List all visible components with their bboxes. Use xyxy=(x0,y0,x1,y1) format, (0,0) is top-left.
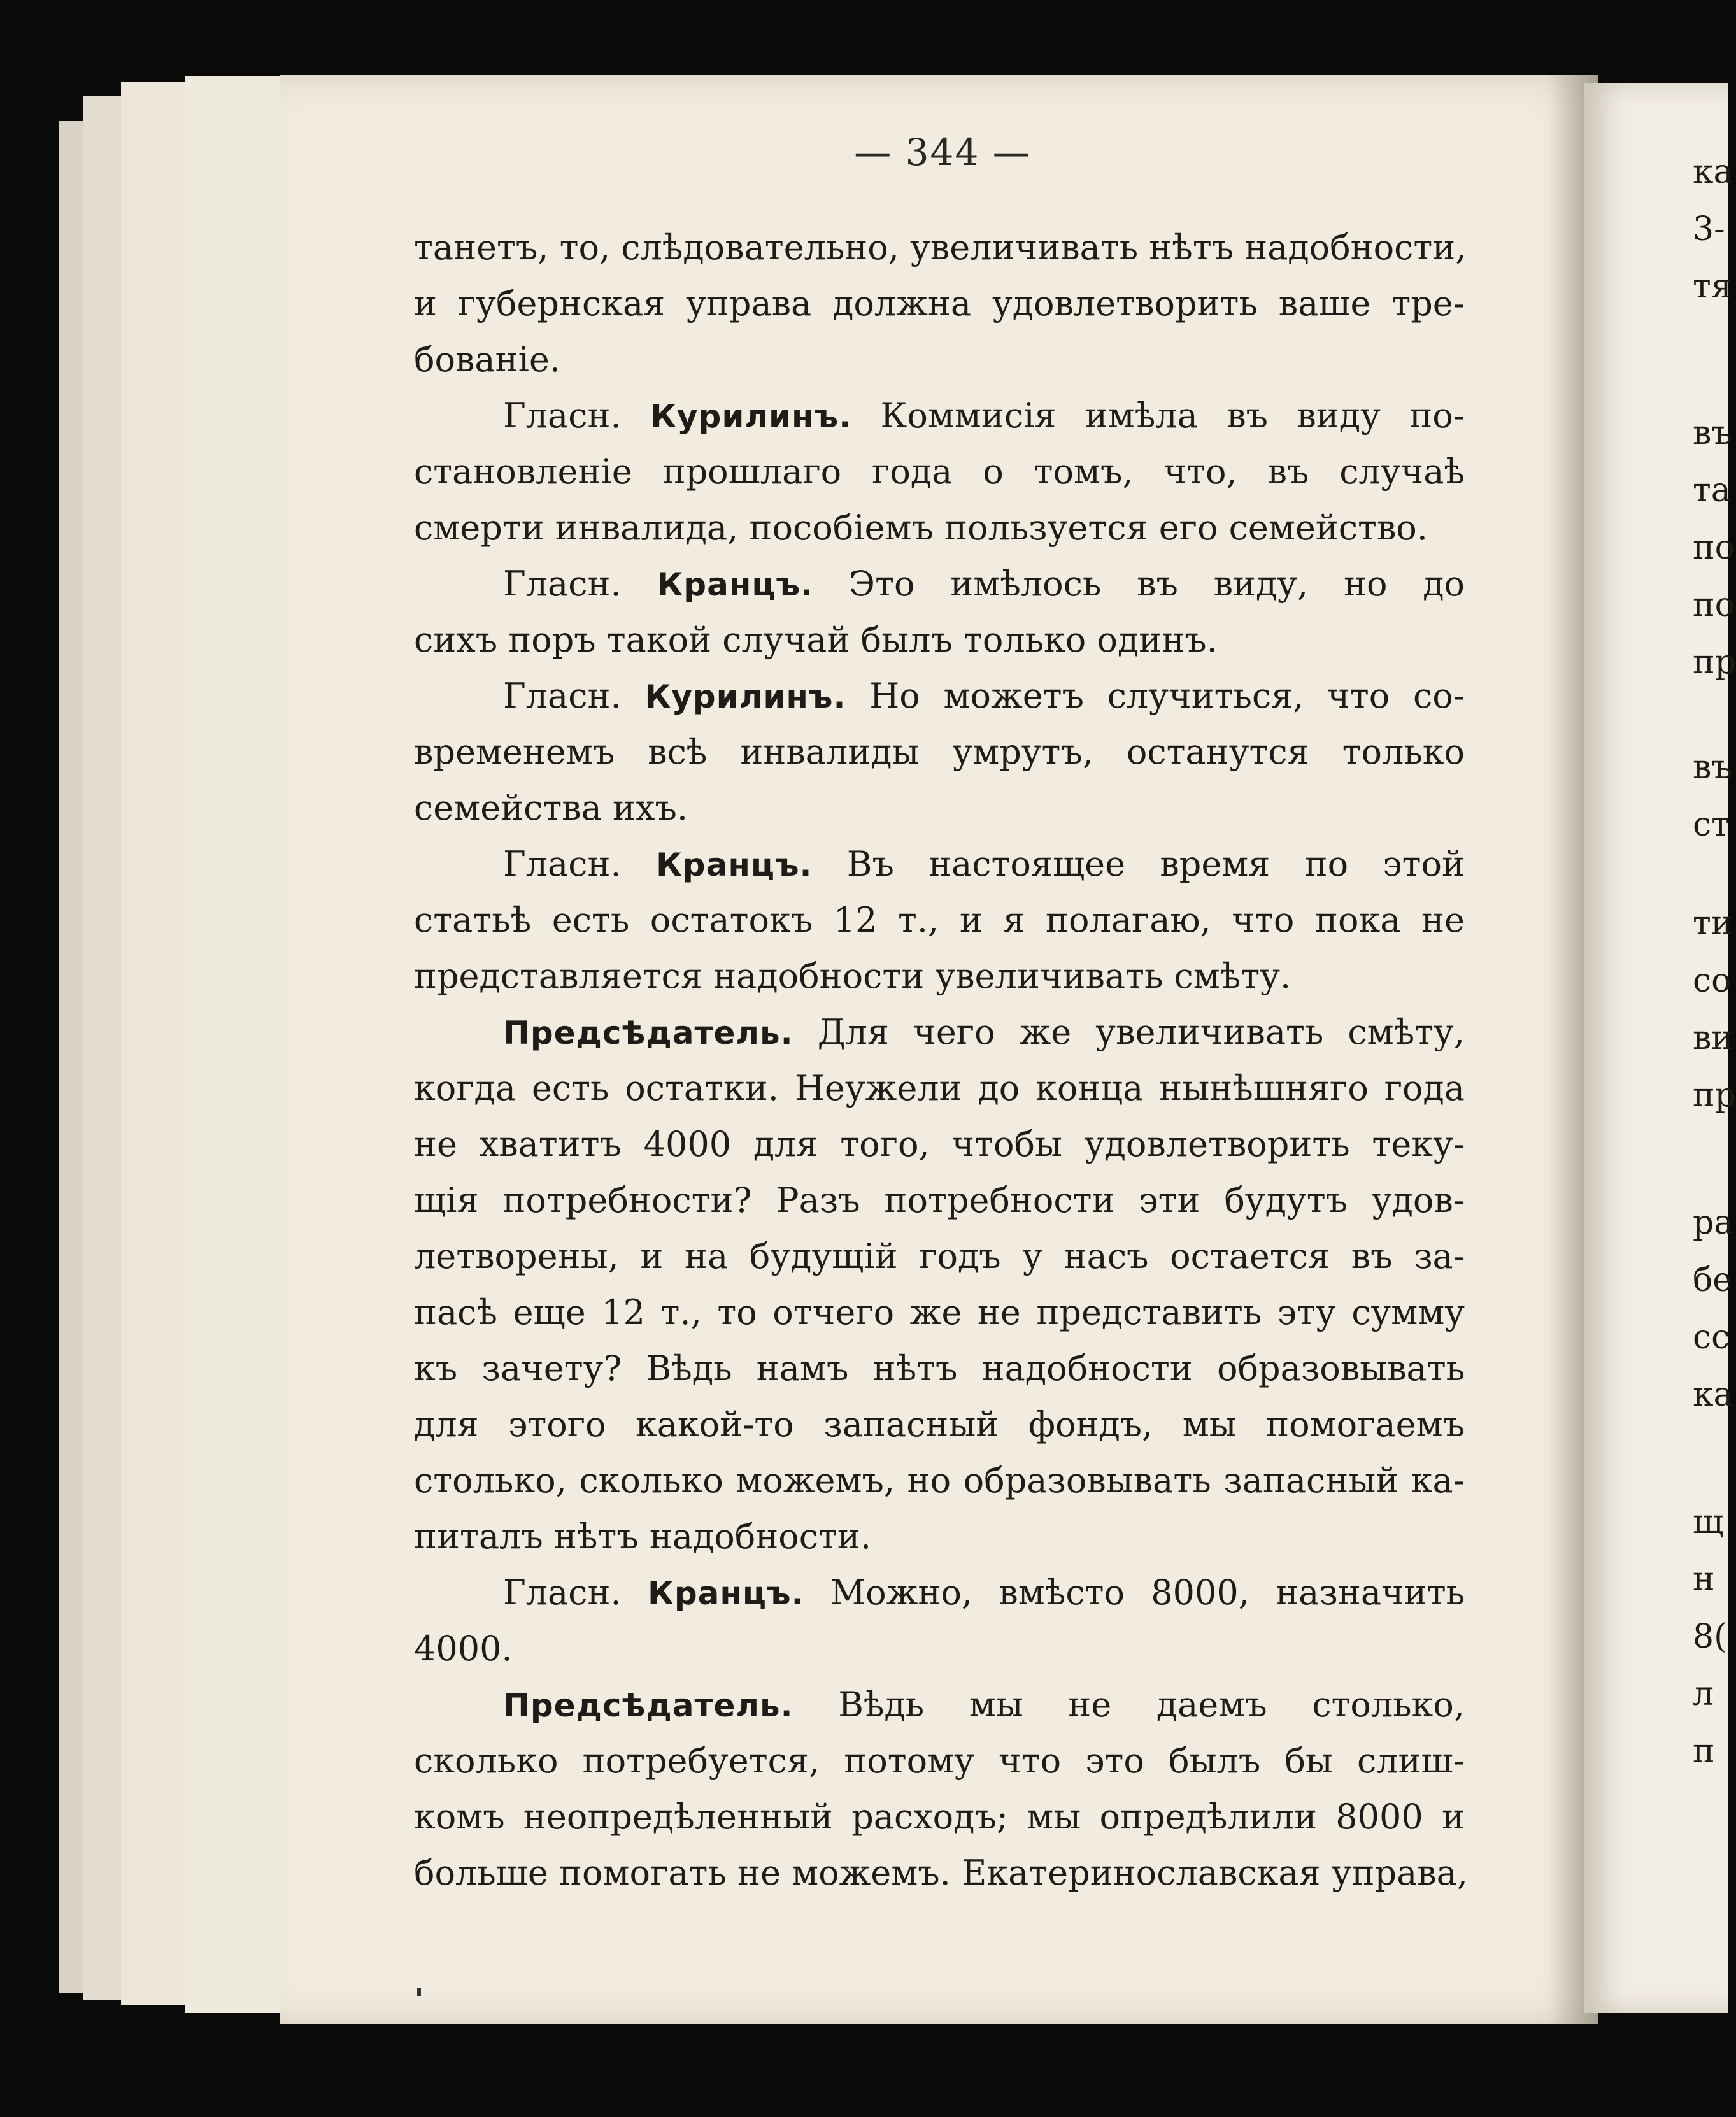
line-text: Это имѣлось въ виду, но до xyxy=(848,564,1465,604)
text-line xyxy=(414,1789,1465,1845)
text-line xyxy=(414,892,1465,948)
line-text: не хватитъ 4000 для того, чтобы удовлетворить теку- xyxy=(414,1124,1465,1164)
right-page-fragment: бе xyxy=(1693,1261,1733,1299)
text-line xyxy=(414,1845,1469,1901)
line-text: когда есть остатки. Неужели до конца нынѣшняго года xyxy=(414,1068,1465,1108)
line-text: статьѣ есть остатокъ 12 т., и я полагаю, что пока не xyxy=(414,900,1465,940)
right-page-fragment: тя xyxy=(1693,267,1732,306)
line-text: Въ настоящее время по этой xyxy=(846,844,1465,884)
line-text: комъ неопредѣленный расходъ; мы опредѣлили 8000 и xyxy=(414,1797,1465,1837)
speaker-name: Курилинъ. xyxy=(644,678,846,715)
right-page-fragment: н xyxy=(1693,1560,1715,1599)
line-text: танетъ, то, слѣдовательно, увеличивать нѣтъ надобности, xyxy=(414,227,1467,267)
right-page-fragment: ка xyxy=(1693,153,1733,191)
text-line xyxy=(414,1004,1465,1060)
right-page-fragment: 3- xyxy=(1693,210,1725,248)
text-line xyxy=(414,1060,1465,1116)
speaker-name: Предсѣдатель. xyxy=(503,1687,793,1724)
text-line xyxy=(414,948,1465,1004)
text-line xyxy=(414,668,1465,724)
line-text: столько, сколько можемъ, но образовывать запасный ка- xyxy=(414,1460,1465,1500)
text-line xyxy=(414,724,1465,780)
speaker-prefix: Гласн. xyxy=(503,564,622,604)
line-text: питалъ нѣтъ надобности. xyxy=(414,1516,872,1557)
speaker-prefix: Гласн. xyxy=(503,676,622,716)
text-line xyxy=(414,1565,1465,1621)
text-line xyxy=(414,220,1465,276)
text-line xyxy=(414,444,1465,500)
line-text: Но можетъ случиться, что со- xyxy=(869,676,1465,716)
line-text: къ зачету? Вѣдь намъ нѣтъ надобности образовывать xyxy=(414,1348,1465,1388)
right-page-fragment: въ xyxy=(1693,414,1733,452)
line-text: семейства ихъ. xyxy=(414,788,688,828)
text-line xyxy=(414,388,1465,444)
line-text: сихъ поръ такой случай былъ только одинъ. xyxy=(414,620,1218,660)
speaker-prefix: Гласн. xyxy=(503,1572,622,1613)
right-page-fragment: ти xyxy=(1693,904,1733,943)
text-line xyxy=(414,1116,1465,1173)
text-line xyxy=(414,612,1465,668)
body-text xyxy=(414,220,1469,1901)
text-line xyxy=(414,276,1465,332)
text-line xyxy=(414,556,1465,612)
text-line xyxy=(414,1341,1465,1397)
speaker-name: Кранцъ. xyxy=(655,846,813,883)
speaker-name: Кранцъ. xyxy=(657,566,814,603)
line-text: Вѣдь мы не даемъ столько, xyxy=(838,1685,1465,1725)
right-page-fragment: щ xyxy=(1693,1503,1724,1541)
page-number: — 344 — xyxy=(854,131,1031,174)
line-text: 4000. xyxy=(414,1629,513,1669)
text-line xyxy=(414,1397,1465,1453)
line-text: становленіе прошлаго года о томъ, что, въ случаѣ xyxy=(414,452,1465,492)
line-text: временемъ всѣ инвалиды умрутъ, останутся только xyxy=(414,732,1465,772)
text-line xyxy=(414,836,1465,892)
line-text: сколько потребуется, потому что это былъ бы слиш- xyxy=(414,1741,1465,1781)
line-text: и губернская управа должна удовлетворить ваше тре- xyxy=(414,283,1465,324)
right-page-fragment: л xyxy=(1693,1675,1714,1713)
line-text: больше помогать не можемъ. Екатеринославская управа, xyxy=(414,1853,1469,1893)
text-line xyxy=(414,1509,1465,1565)
right-page-fragment: ви xyxy=(1693,1019,1733,1057)
line-text: летворены, и на будущій годъ у насъ остается въ за- xyxy=(414,1236,1465,1276)
right-page-fragment: пр xyxy=(1693,1076,1736,1115)
right-page-fragment: по xyxy=(1693,586,1735,624)
text-line xyxy=(414,1173,1465,1229)
line-text: для этого какой-то запасный фондъ, мы помогаемъ xyxy=(414,1404,1465,1444)
right-page-fragment: сс xyxy=(1693,1318,1730,1357)
text-line xyxy=(414,1733,1465,1789)
right-page-fragment: та xyxy=(1693,471,1731,510)
line-text: бованіе. xyxy=(414,339,561,380)
speaker-prefix: Гласн. xyxy=(503,844,622,884)
line-text: Коммисія имѣла въ виду по- xyxy=(880,396,1465,436)
text-line xyxy=(414,500,1465,556)
right-page-fragment: въ xyxy=(1693,748,1733,787)
page-speck xyxy=(417,1988,421,1996)
right-page-fragment: пр xyxy=(1693,643,1736,681)
right-page-fragment: по xyxy=(1693,529,1735,567)
speaker-name: Предсѣдатель. xyxy=(503,1015,793,1051)
speaker-name: Кранцъ. xyxy=(647,1575,804,1612)
text-line xyxy=(414,780,1465,836)
text-line xyxy=(414,1621,1465,1677)
line-text: представляется надобности увеличивать смѣту. xyxy=(414,956,1291,996)
text-line xyxy=(414,1453,1465,1509)
right-page xyxy=(1584,83,1736,2013)
text-line xyxy=(414,1229,1465,1285)
line-text: смерти инвалида, пособіемъ пользуется его семейство. xyxy=(414,508,1428,548)
right-page-fragment: ст xyxy=(1693,806,1730,844)
speaker-name: Курилинъ. xyxy=(650,398,852,435)
right-page-fragment: 8( xyxy=(1693,1618,1727,1656)
line-text: пасѣ еще 12 т., то отчего же не представить эту сумму xyxy=(414,1292,1465,1332)
right-page-fragment: со xyxy=(1693,962,1732,1000)
right-page-fragment: ка xyxy=(1693,1376,1733,1414)
line-text: Можно, вмѣсто 8000, назначить xyxy=(830,1572,1465,1613)
speaker-prefix: Гласн. xyxy=(503,396,622,436)
text-line xyxy=(414,1285,1465,1341)
right-page-fragment: п xyxy=(1693,1732,1715,1771)
text-line xyxy=(414,1677,1465,1733)
text-line xyxy=(414,332,1465,388)
line-text: Для чего же увеличивать смѣту, xyxy=(817,1012,1465,1052)
right-page-fragment: ра xyxy=(1693,1204,1734,1242)
line-text: щія потребности? Разъ потребности эти будутъ удов- xyxy=(414,1180,1465,1220)
